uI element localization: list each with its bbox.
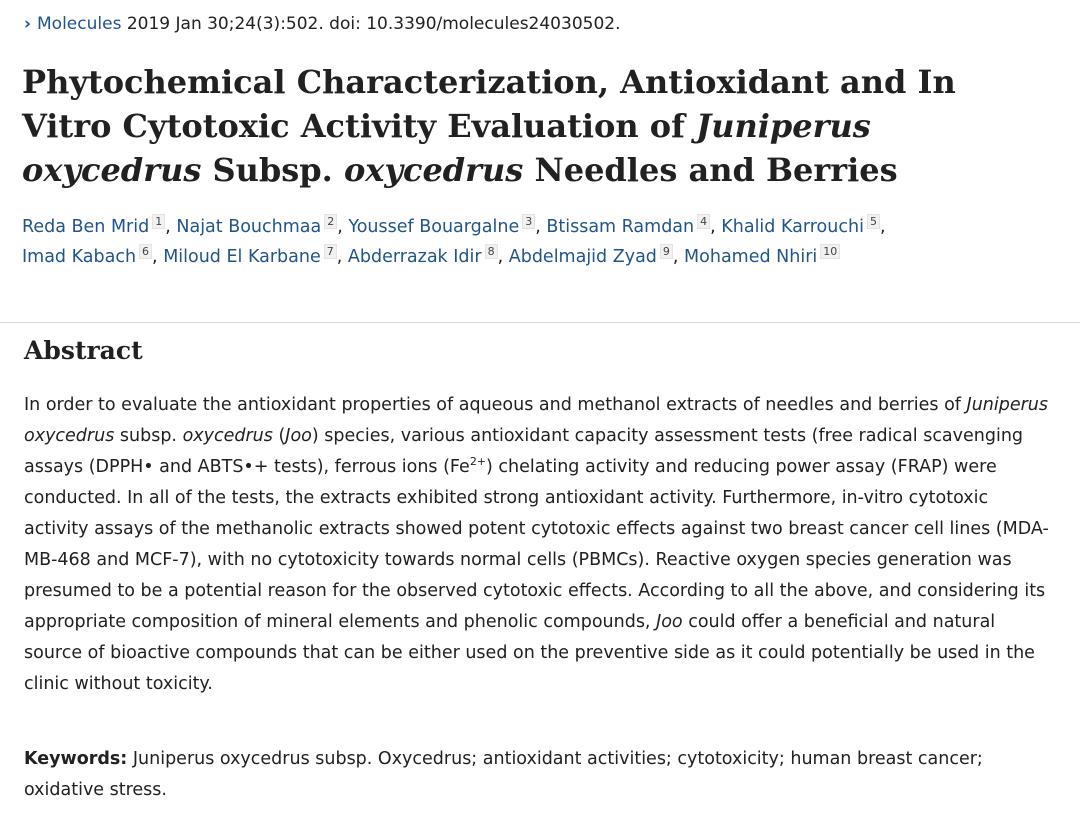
abstract-segment: ( [272, 426, 286, 446]
affiliation-badge[interactable]: 7 [324, 244, 337, 259]
affiliation-badge[interactable]: 3 [522, 214, 535, 229]
title-text: Needles and Berries [523, 151, 898, 189]
author-link[interactable]: Btissam Ramdan [546, 217, 695, 237]
section-divider [0, 322, 1080, 323]
abstract-segment: ) chelating activity and reducing power assay (FRAP) were conducted. In all of the tests, the extracts exhibited strong antioxidant activity. Furthermore, in-vitro cytotoxic activity assays of the methanolic extracts showed potent cytotoxic effects against two breast cancer cell lines (MDA-MB-468 and MCF-7), with no cytotoxicity towards normal cells (PBMCs). Reactive oxygen species generation was presumed to be a potential reason for the observed cytotoxic effects. According to all the above, and considering its appropriate composition of mineral elements and phenolic compounds, [24, 457, 1049, 632]
abstract-italic: Juniperus oxycedrus [24, 395, 1049, 446]
chevron-right-icon[interactable]: › [24, 14, 32, 34]
keywords-label: Keywords: [24, 749, 128, 769]
article-title [22, 60, 1022, 192]
abstract-superscript: 2+ [469, 455, 487, 469]
author-link[interactable]: Najat Bouchmaa [176, 217, 322, 237]
abstract-italic: Joo [656, 612, 683, 632]
affiliation-badge[interactable]: 4 [697, 214, 710, 229]
affiliation-badge[interactable]: 1 [152, 214, 165, 229]
author-link[interactable]: Imad Kabach [22, 247, 137, 267]
author-link[interactable]: Miloud El Karbane [163, 247, 321, 267]
abstract-text [24, 390, 1054, 700]
abstract-segment: In order to evaluate the antioxidant properties of aqueous and methanol extracts of needles and berries of [24, 395, 967, 415]
author-link[interactable]: Youssef Bouargalne [348, 217, 520, 237]
abstract-italic: Joo [285, 426, 312, 446]
affiliation-badge[interactable]: 10 [820, 244, 840, 259]
citation-details: 2019 Jan 30;24(3):502. doi: 10.3390/molecules24030502. [121, 14, 621, 34]
journal-link[interactable]: Molecules [37, 14, 122, 34]
affiliation-badge[interactable]: 9 [660, 244, 673, 259]
title-text: Subsp. [201, 151, 344, 189]
citation-line [24, 14, 620, 34]
author-link[interactable]: Abderrazak Idir [347, 247, 482, 267]
abstract-segment: ) species, various antioxidant capacity assessment tests (free radical scavenging assays (DPPH• and ABTS•+ tests), ferrous ions (Fe [24, 426, 1024, 477]
affiliation-badge[interactable]: 8 [485, 244, 498, 259]
author-link[interactable]: Abdelmajid Zyad [508, 247, 657, 267]
keywords [24, 744, 1054, 806]
author-list: Reda Ben Mrid $^1$ , Najat Bouchmaa $^2$ , Youssef Bouargalne $^3$ , Btissam Ramdan $^4$ , Khalid Karrouchi $^5$ , Imad Kabach $^6$ , Miloud El Karbane $^7$ , Abderrazak Idir $^8$ , Abdelmajid Zyad $^9$ , Mohamed Nhiri $^{10}$ [22, 215, 886, 267]
affiliation-badge[interactable]: 5 [867, 214, 880, 229]
title-species: oxycedrus [343, 151, 524, 189]
author-link[interactable]: Reda Ben Mrid [22, 217, 150, 237]
affiliation-badge[interactable]: 6 [139, 244, 152, 259]
abstract-segment: subsp. [114, 426, 183, 446]
abstract-segment: could offer a beneficial and natural source of bioactive compounds that can be either used on the preventive side as it could potentially be used in the clinic without toxicity. [24, 612, 1035, 694]
author-link[interactable]: Mohamed Nhiri [684, 247, 818, 267]
author-link[interactable]: Khalid Karrouchi [721, 217, 864, 237]
affiliation-badge[interactable]: 2 [324, 214, 337, 229]
title-species: Juniperus oxycedrus [22, 107, 871, 189]
keywords-text: Juniperus oxycedrus subsp. Oxycedrus; antioxidant activities; cytotoxicity; human breast cancer; oxidative stress. [24, 749, 983, 800]
title-text: Phytochemical Characterization, Antioxidant and In Vitro Cytotoxic Activity Evaluation of [22, 63, 956, 145]
abstract-heading: Abstract [24, 336, 143, 365]
abstract-italic: oxycedrus [182, 426, 273, 446]
